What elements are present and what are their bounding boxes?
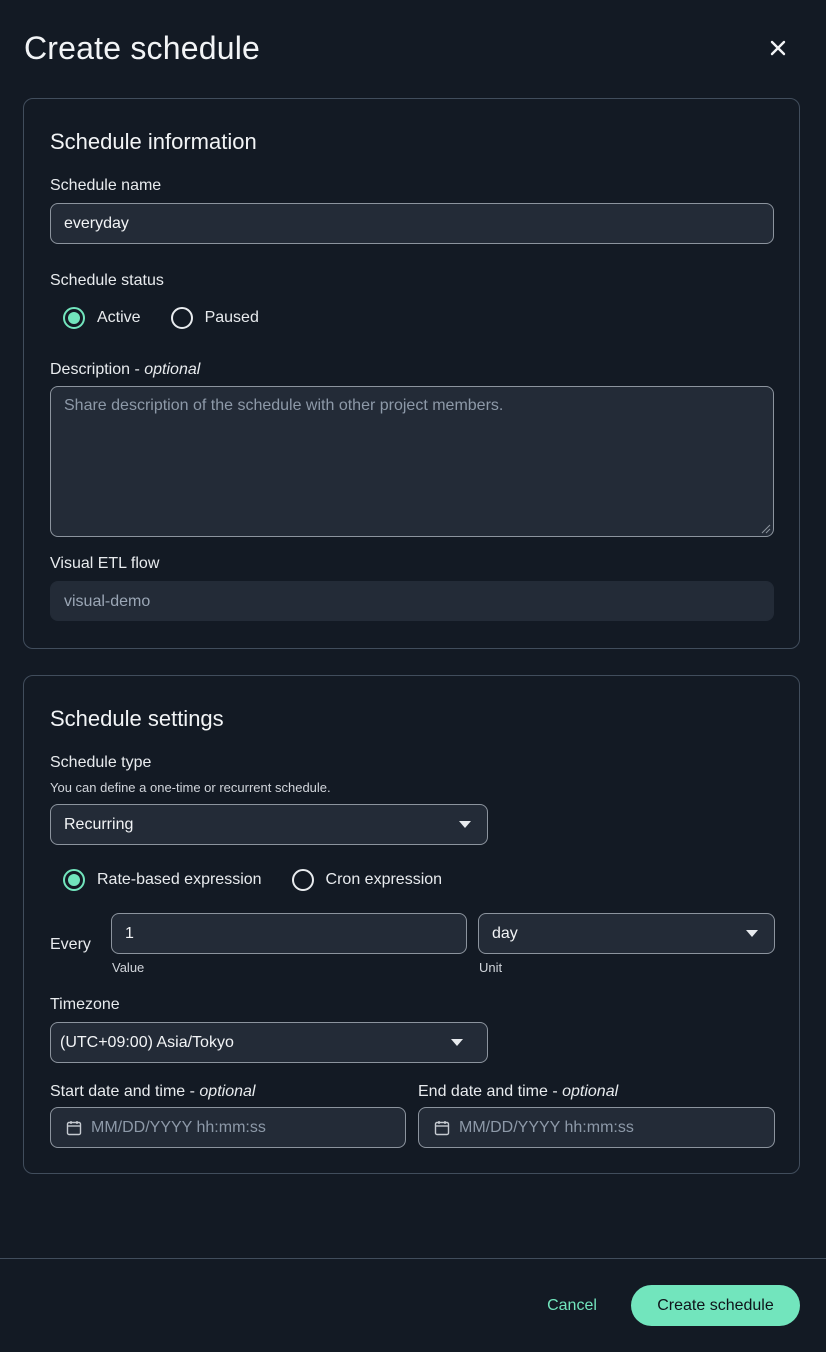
visual-etl-flow-label: Visual ETL flow	[50, 555, 160, 572]
schedule-settings-title: Schedule settings	[50, 706, 224, 731]
status-active-label: Active	[97, 309, 141, 326]
schedule-information-panel	[23, 98, 800, 649]
close-icon	[770, 40, 786, 56]
start-date-placeholder: MM/DD/YYYY hh:mm:ss	[91, 1119, 266, 1136]
modal-header	[24, 28, 802, 68]
timezone-label: Timezone	[50, 996, 120, 1013]
end-date-label: End date and time - optional	[418, 1083, 619, 1100]
rate-unit-select[interactable]	[478, 913, 775, 954]
radio-unchecked-icon	[292, 869, 314, 891]
caret-down-icon	[746, 930, 758, 937]
schedule-name-input[interactable]: everyday	[50, 203, 774, 244]
footer-divider	[0, 1258, 826, 1259]
schedule-status-radio-group	[63, 307, 289, 329]
description-placeholder: Share description of the schedule with other project members.	[64, 397, 504, 414]
end-date-placeholder: MM/DD/YYYY hh:mm:ss	[459, 1119, 634, 1136]
rate-unit-label: Unit	[479, 960, 503, 975]
resize-grip-icon[interactable]	[759, 522, 771, 534]
radio-checked-icon	[63, 869, 85, 891]
rate-unit-value: day	[492, 925, 518, 942]
schedule-status-label: Schedule status	[50, 272, 164, 289]
calendar-icon	[66, 1120, 82, 1136]
schedule-type-select[interactable]	[50, 804, 488, 845]
start-date-label: Start date and time - optional	[50, 1083, 256, 1100]
visual-etl-flow-field: visual-demo	[50, 581, 774, 621]
start-date-input[interactable]	[50, 1107, 406, 1148]
expression-radio-cron[interactable]	[292, 869, 443, 891]
rate-expression-label: Rate-based expression	[97, 871, 262, 888]
cron-expression-label: Cron expression	[325, 871, 443, 888]
timezone-value: (UTC+09:00) Asia/Tokyo	[60, 1034, 234, 1051]
timezone-select[interactable]	[50, 1022, 488, 1063]
close-button[interactable]	[764, 34, 792, 62]
caret-down-icon	[459, 821, 471, 828]
cancel-button[interactable]: Cancel	[530, 1286, 614, 1326]
schedule-type-hint: You can define a one-time or recurrent schedule.	[50, 780, 331, 795]
description-textarea[interactable]	[50, 386, 774, 537]
schedule-settings-panel	[23, 675, 800, 1174]
radio-unchecked-icon	[171, 307, 193, 329]
schedule-type-value: Recurring	[64, 816, 134, 833]
schedule-name-label: Schedule name	[50, 177, 162, 194]
calendar-icon	[434, 1120, 450, 1136]
rate-value-label: Value	[112, 960, 145, 975]
end-date-input[interactable]	[418, 1107, 775, 1148]
rate-value-input[interactable]: 1	[111, 913, 467, 954]
expression-radio-rate[interactable]	[63, 869, 262, 891]
expression-radio-group	[63, 869, 472, 891]
create-schedule-button[interactable]: Create schedule	[631, 1285, 800, 1326]
status-paused-label: Paused	[204, 309, 259, 326]
status-radio-active[interactable]	[63, 307, 141, 329]
every-label: Every	[50, 936, 91, 953]
schedule-type-label: Schedule type	[50, 754, 152, 771]
schedule-information-title: Schedule information	[50, 129, 257, 154]
description-label: Description - optional	[50, 361, 201, 378]
modal-title: Create schedule	[24, 30, 261, 66]
caret-down-icon	[451, 1039, 463, 1046]
status-radio-paused[interactable]	[171, 307, 259, 329]
radio-checked-icon	[63, 307, 85, 329]
